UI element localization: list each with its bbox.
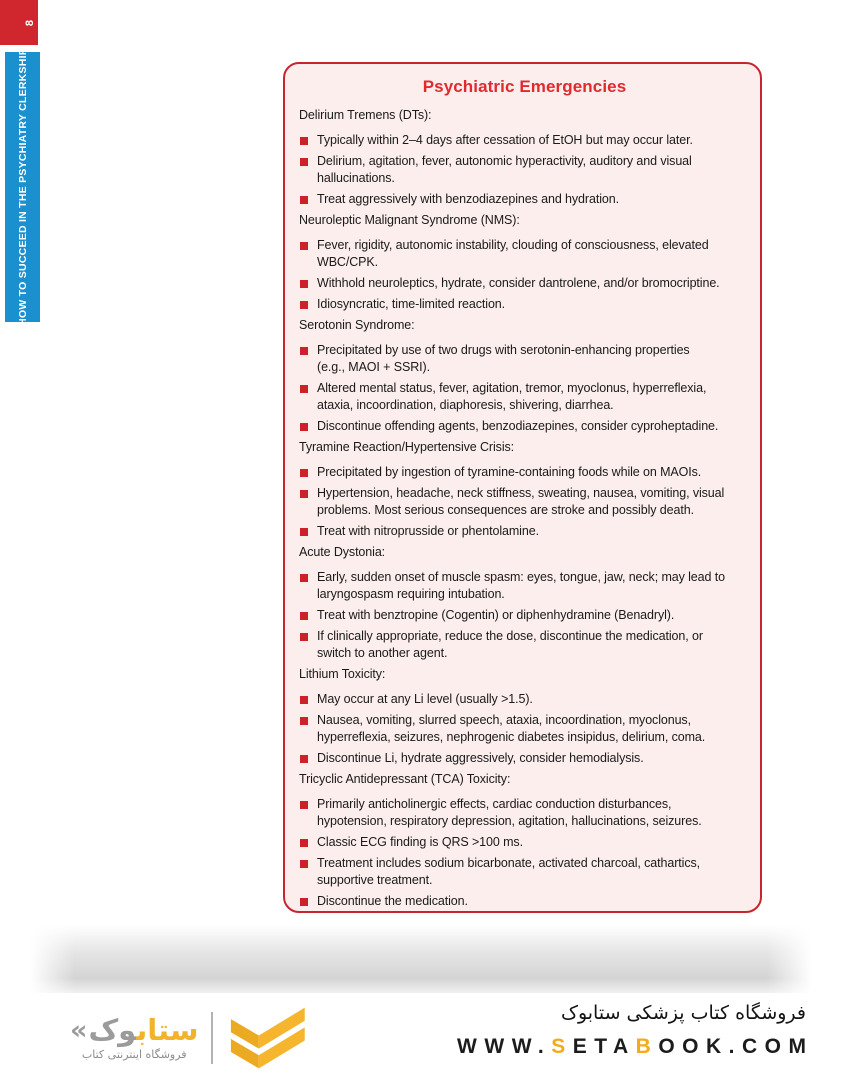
box-title: Psychiatric Emergencies bbox=[422, 77, 627, 96]
page-number-tab bbox=[0, 0, 38, 45]
bullet-item bbox=[299, 691, 750, 708]
bullet-text: Typically within 2–4 days after cessation of EtOH but may occur later. bbox=[317, 133, 693, 147]
bookstore-footer bbox=[457, 1000, 814, 1059]
bullet-item bbox=[299, 380, 750, 414]
bullet-item bbox=[299, 796, 750, 830]
bullet-square-icon bbox=[300, 137, 308, 145]
bullet-square-icon bbox=[300, 196, 308, 204]
bullet-square-icon bbox=[300, 633, 308, 641]
bullet-square-icon bbox=[300, 301, 308, 309]
bullet-item bbox=[299, 834, 750, 851]
bullet-square-icon bbox=[300, 528, 308, 536]
logo-tagline: فروشگاه اینترنتی کتاب bbox=[81, 1047, 187, 1061]
logo-wordmark-text bbox=[88, 1012, 199, 1047]
website-url-segment: WWW. bbox=[457, 1035, 552, 1058]
bullet-square-icon bbox=[300, 717, 308, 725]
bullet-text: Early, sudden onset of muscle spasm: eyes, tongue, jaw, neck; may lead to laryngospasm requiring intubation. bbox=[317, 570, 725, 601]
section-heading: Acute Dystonia: bbox=[299, 545, 386, 559]
section-heading: Tyramine Reaction/Hypertensive Crisis: bbox=[299, 440, 515, 454]
spine-banner-text: HOW TO SUCCEED IN THE PSYCHIATRY CLERKSHIP bbox=[16, 48, 29, 326]
bullet-item bbox=[299, 569, 750, 603]
website-url-segment: ETA bbox=[572, 1035, 636, 1058]
bullet-item bbox=[299, 893, 750, 910]
bullet-text: Discontinue offending agents, benzodiazepines, consider cyproheptadine. bbox=[317, 419, 719, 433]
page-scan-shadow bbox=[30, 925, 812, 993]
bullet-square-icon bbox=[300, 839, 308, 847]
bullet-text: Primarily anticholinergic effects, cardiac conduction disturbances, hypotension, respiratory depression, agitation, hallucinations, seizures. bbox=[317, 797, 702, 828]
bullet-item bbox=[299, 523, 750, 540]
website-url bbox=[457, 1035, 813, 1059]
wordmark-gray-part: وک bbox=[88, 1012, 137, 1047]
publisher-logo bbox=[70, 1006, 308, 1070]
bullet-item bbox=[299, 275, 750, 292]
bullet-item bbox=[299, 153, 750, 187]
bullet-item bbox=[299, 237, 750, 271]
bullet-text: Treat with nitroprusside or phentolamine. bbox=[317, 524, 539, 538]
bullet-text: May occur at any Li level (usually >1.5). bbox=[317, 692, 533, 706]
section-heading: Delirium Tremens (DTs): bbox=[299, 108, 432, 122]
website-url-segment: OOK.COM bbox=[658, 1035, 814, 1058]
bullet-square-icon bbox=[300, 280, 308, 288]
logo-divider bbox=[211, 1012, 213, 1064]
bullet-square-icon bbox=[300, 242, 308, 250]
bullet-square-icon bbox=[300, 612, 308, 620]
bullet-item bbox=[299, 296, 750, 313]
bullet-item bbox=[299, 855, 750, 889]
bullet-text: Treatment includes sodium bicarbonate, activated charcoal, cathartics, supportive treatment. bbox=[317, 856, 701, 887]
bullet-text: If clinically appropriate, reduce the dose, discontinue the medication, or switch to another agent. bbox=[317, 629, 703, 660]
bullet-square-icon bbox=[300, 385, 308, 393]
store-name-persian: فروشگاه کتاب پزشکی ستابوک bbox=[560, 1002, 806, 1024]
bullet-text: Altered mental status, fever, agitation, tremor, myoclonus, hyperreflexia, ataxia, incoordination, diaphoresis, shivering, diarrhea. bbox=[317, 381, 707, 412]
logo-wordmark bbox=[70, 1012, 199, 1047]
section-heading: Lithium Toxicity: bbox=[299, 667, 386, 681]
bullet-item bbox=[299, 712, 750, 746]
bullet-square-icon bbox=[300, 158, 308, 166]
bullet-item bbox=[299, 342, 750, 376]
bullet-text: Withhold neuroleptics, hydrate, consider dantrolene, and/or bromocriptine. bbox=[317, 276, 720, 290]
bullet-item bbox=[299, 418, 750, 435]
bullet-item bbox=[299, 485, 750, 519]
bullet-square-icon bbox=[300, 860, 308, 868]
bullet-square-icon bbox=[300, 801, 308, 809]
bullet-square-icon bbox=[300, 469, 308, 477]
website-url-segment: S bbox=[551, 1035, 573, 1058]
bullet-item bbox=[299, 132, 750, 149]
bullet-square-icon bbox=[300, 490, 308, 498]
bullet-item bbox=[299, 628, 750, 662]
double-chevron-icon bbox=[226, 1006, 308, 1070]
bullet-item bbox=[299, 464, 750, 481]
logo-wordmark-block bbox=[70, 1012, 199, 1061]
bullet-text: Hypertension, headache, neck stiffness, sweating, nausea, vomiting, visual problems. Most serious consequences are stroke and possibly death. bbox=[317, 486, 725, 517]
bullet-item bbox=[299, 191, 750, 208]
section-heading: Tricyclic Antidepressant (TCA) Toxicity: bbox=[299, 772, 511, 786]
page-number: 8 bbox=[23, 19, 36, 26]
bullet-text: Nausea, vomiting, slurred speech, ataxia, incoordination, myoclonus, hyperreflexia, seizures, nephrogenic diabetes insipidus, delirium, coma. bbox=[317, 713, 706, 744]
bullet-text: Discontinue Li, hydrate aggressively, consider hemodialysis. bbox=[317, 751, 644, 765]
bullet-square-icon bbox=[300, 574, 308, 582]
bullet-text: Treat with benztropine (Cogentin) or diphenhydramine (Benadryl). bbox=[317, 608, 675, 622]
bullet-square-icon bbox=[300, 898, 308, 906]
bullet-item bbox=[299, 607, 750, 624]
emergency-reference-box bbox=[283, 62, 762, 913]
guillemet-left-icon: « bbox=[70, 1014, 88, 1046]
bullet-text: Idiosyncratic, time-limited reaction. bbox=[317, 297, 506, 311]
bullet-text: Precipitated by ingestion of tyramine-containing foods while on MAOIs. bbox=[317, 465, 702, 479]
bullet-item bbox=[299, 750, 750, 767]
bullet-square-icon bbox=[300, 755, 308, 763]
bullet-text: Delirium, agitation, fever, autonomic hyperactivity, auditory and visual hallucinations. bbox=[317, 154, 692, 185]
spine-banner bbox=[5, 48, 40, 326]
bullet-square-icon bbox=[300, 347, 308, 355]
bullet-text: Fever, rigidity, autonomic instability, clouding of consciousness, elevated WBC/CPK. bbox=[317, 238, 709, 269]
bullet-square-icon bbox=[300, 696, 308, 704]
section-heading: Neuroleptic Malignant Syndrome (NMS): bbox=[299, 213, 520, 227]
emergency-sections bbox=[299, 107, 750, 910]
bullet-text: Classic ECG finding is QRS >100 ms. bbox=[317, 835, 523, 849]
section-heading: Serotonin Syndrome: bbox=[299, 318, 415, 332]
wordmark-yellow-part: ستاب bbox=[136, 1012, 199, 1047]
bullet-text: Discontinue the medication. bbox=[317, 894, 468, 908]
bullet-square-icon bbox=[300, 423, 308, 431]
bullet-text: Precipitated by use of two drugs with serotonin-enhancing properties (e.g., MAOI + SSRI). bbox=[317, 343, 690, 374]
bullet-text: Treat aggressively with benzodiazepines and hydration. bbox=[317, 192, 619, 206]
website-url-segment: B bbox=[635, 1035, 659, 1058]
